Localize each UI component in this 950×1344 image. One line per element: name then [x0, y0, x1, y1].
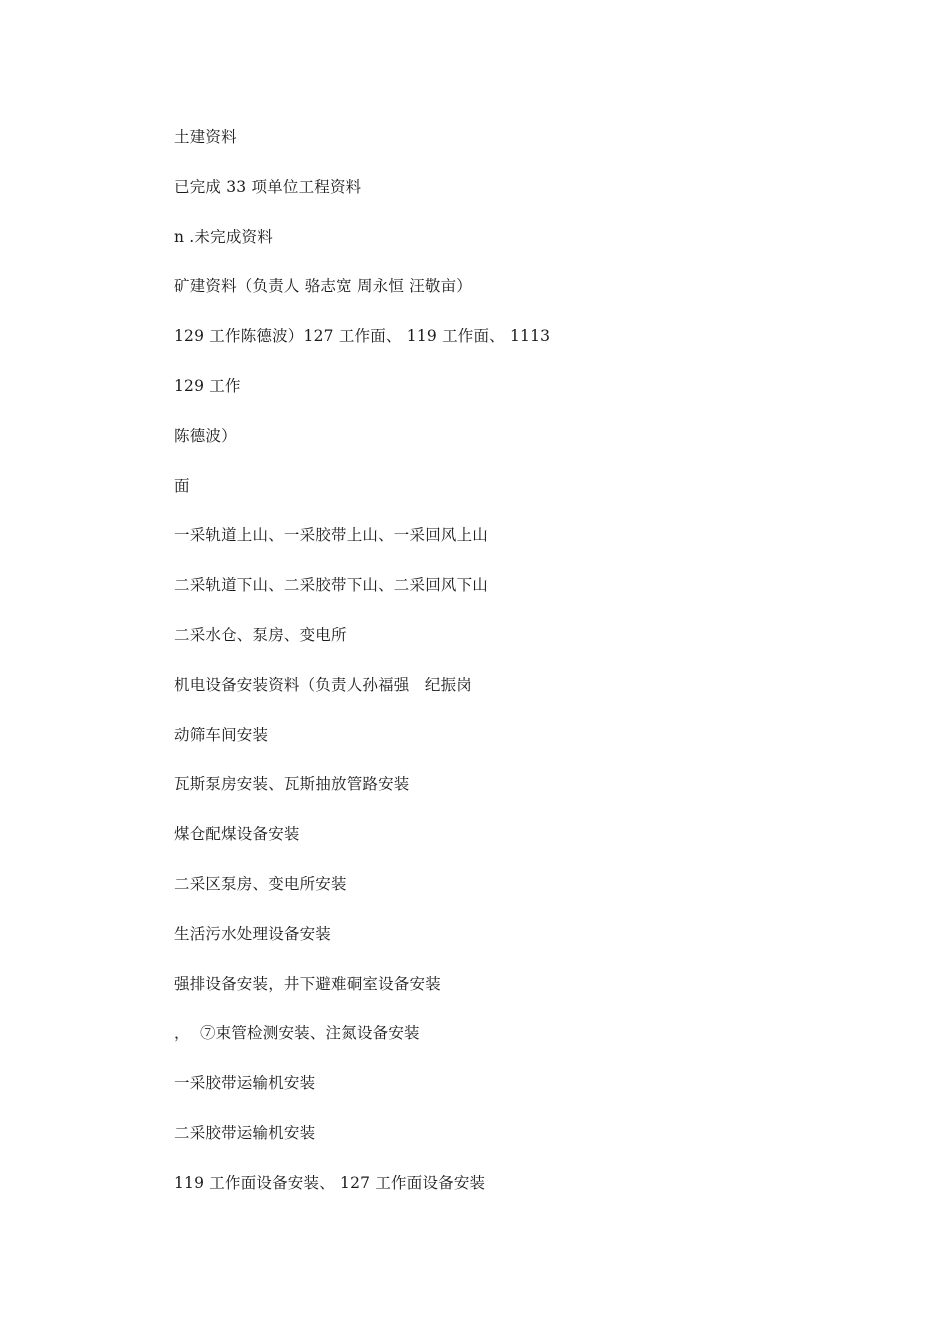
text-line: 强排设备安装，井下避难硐室设备安装	[174, 974, 441, 993]
text-line: 一采轨道上山、一采胶带上山、一采回风上山	[174, 526, 489, 545]
text-line: 动筛车间安装	[174, 725, 269, 744]
text-line: 煤仓配煤设备安装	[174, 825, 300, 844]
text-line: 二采轨道下山、二采胶带下山、二采回风下山	[174, 576, 489, 595]
text-line: 二采区泵房、变电所安装	[174, 874, 347, 893]
text-line: 面	[174, 476, 190, 495]
text-line: 生活污水处理设备安装	[174, 924, 332, 943]
text-line: 瓦斯泵房安装、瓦斯抽放管路安装	[174, 775, 410, 794]
section-heading-civil-materials: 土建资料	[174, 128, 237, 146]
text-line: 二采胶带运输机安装	[174, 1123, 316, 1142]
text-line: 129 工作	[174, 376, 241, 395]
completed-items-line: 已完成 33 项单位工程资料	[174, 177, 362, 196]
document-body	[174, 124, 874, 1220]
text-line: 陈德波）	[174, 426, 237, 445]
text-line: 二采水仓、泵房、变电所	[174, 625, 347, 644]
equipment-installation-heading: 机电设备安装资料（负责人孙福强 纪振岗	[174, 675, 472, 694]
text-line: ， ⑦束管检测安装、注氮设备安装	[174, 1024, 420, 1043]
text-line: 一采胶带运输机安装	[174, 1074, 316, 1093]
mine-construction-heading: 矿建资料（负责人 骆志宽 周永恒 汪敬亩）	[174, 277, 472, 296]
text-line: 119 工作面设备安装、 127 工作面设备安装	[174, 1173, 486, 1192]
text-line: 129 工作陈德波）127 工作面、 119 工作面、 1113	[174, 327, 551, 346]
incomplete-materials-heading: n .未完成资料	[174, 227, 273, 246]
